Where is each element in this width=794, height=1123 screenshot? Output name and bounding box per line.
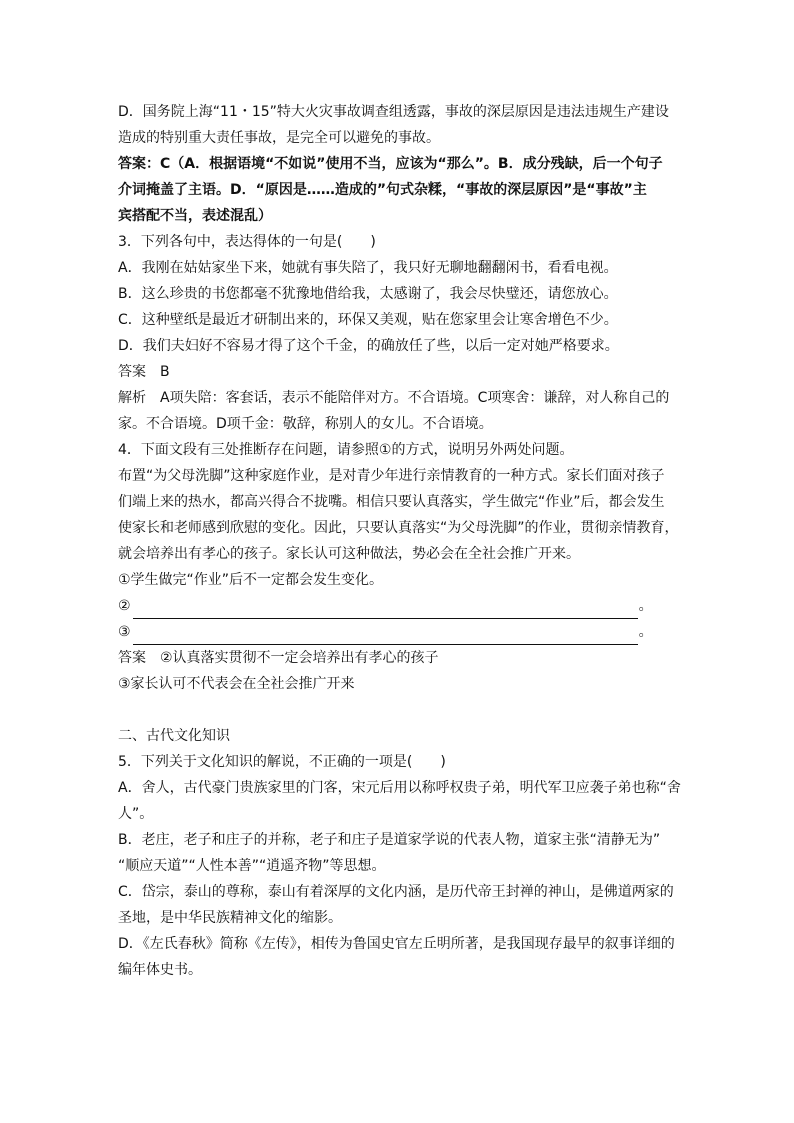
q4-passage-line3: 使家长和老师感到欣慰的变化。因此，只要认真落实“为父母洗脚”的作业，贯彻亲情教育，: [118, 520, 679, 536]
q4-answer-line1: 答案 ②认真落实贯彻不一定会培养出有孝心的孩子: [118, 650, 439, 666]
q5-option-c-line1: C．岱宗，泰山的尊称，泰山有着深厚的文化内涵，是历代帝王封禅的神山，是佛道两家的: [118, 884, 674, 900]
q5-option-d-line1: D．《左氏春秋》简称《左传》，相传为鲁国史官左丘明所著，是我国现存最早的叙事详细的: [118, 936, 675, 952]
q3-answer: 答案 B: [118, 364, 170, 380]
q5-option-a-line2: 人”。: [118, 806, 154, 822]
q4-answer-line2: ③家长认可不代表会在全社会推广开来: [118, 676, 355, 692]
q2-option-d-line1: D．国务院上海“11・15”特大火灾事故调查组透露，事故的深层原因是违法违规生产建设: [118, 104, 669, 120]
q5-option-a-line1: A．舍人，古代豪门贵族家里的门客，宋元后用以称呼权贵子弟，明代军卫应袭子弟也称“舍: [118, 780, 681, 796]
q5-option-c-line2: 圣地，是中华民族精神文化的缩影。: [118, 910, 342, 926]
q3-stem: 3．下列各句中，表达得体的一句是( ): [118, 234, 376, 250]
q3-option-a: A．我刚在姑姑家坐下来，她就有事失陪了，我只好无聊地翻翻闲书，看看电视。: [118, 260, 618, 276]
q5-option-d-line2: 编年体史书。: [118, 962, 202, 978]
document-page: [118, 99, 681, 983]
q4-blank2-end: 。: [638, 598, 653, 614]
q2-option-d-line2: 造成的特别重大责任事故，是完全可以避免的事故。: [118, 130, 440, 146]
q3-option-d: D．我们夫妇好不容易才得了这个千金，的确放任了些，以后一定对她严格要求。: [118, 338, 619, 354]
q3-option-c: C．这种壁纸是最近才研制出来的，环保又美观，贴在您家里会让寒舍增色不少。: [118, 312, 618, 328]
q2-answer-line3: 宾搭配不当，表述混乱）: [118, 208, 272, 224]
q4-stem: 4．下面文段有三处推断存在问题，请参照①的方式，说明另外两处问题。: [118, 442, 574, 458]
q4-blank2-line[interactable]: [133, 601, 638, 619]
q4-blank3-end: 。: [638, 624, 653, 640]
q5-option-b-line1: B．老庄，老子和庄子的并称，老子和庄子是道家学说的代表人物，道家主张“清静无为”: [118, 832, 661, 848]
q5-option-b-line2: “顺应天道”“人性本善”“逍遥齐物”等思想。: [118, 858, 386, 874]
q3-analysis-line2: 家。不合语境。D项千金：敬辞，称别人的女儿。不合语境。: [118, 416, 493, 432]
q2-answer-line1: 答案：C（A．根据语境“不如说”使用不当，应该为“那么”。B．成分残缺，后一个句子: [118, 156, 663, 172]
q5-stem: 5．下列关于文化知识的解说，不正确的一项是( ): [118, 754, 446, 770]
q4-blank-row-2: [118, 593, 678, 619]
q4-blank2-label: ②: [118, 598, 131, 614]
section-gap: [118, 697, 678, 723]
section2-heading: 二、古代文化知识: [118, 728, 230, 744]
q3-analysis-line1: 解析 A项失陪：客套话，表示不能陪伴对方。不合语境。C项寒舍：谦辞，对人称自己的: [118, 390, 670, 406]
q4-passage-line2: 们端上来的热水，都高兴得合不拢嘴。相信只要认真落实，学生做完“作业”后，都会发生: [118, 494, 665, 510]
q4-passage-line1: 布置“为父母洗脚”这种家庭作业，是对青少年进行亲情教育的一种方式。家长们面对孩子: [118, 468, 665, 484]
q2-answer-line2: 介词掩盖了主语。D．“原因是……造成的”句式杂糅，“事故的深层原因”是“事故”主: [118, 182, 647, 198]
q4-passage-line4: 就会培养出有孝心的孩子。家长认可这种做法，势必会在全社会推广开来。: [118, 546, 580, 562]
q4-example: ①学生做完“作业”后不一定都会发生变化。: [118, 572, 384, 588]
q4-blank-row-3: [118, 619, 678, 645]
q4-blank3-label: ③: [118, 624, 131, 640]
q4-blank3-line[interactable]: [133, 627, 638, 645]
q3-option-b: B．这么珍贵的书您都毫不犹豫地借给我，太感谢了，我会尽快璧还，请您放心。: [118, 286, 618, 302]
